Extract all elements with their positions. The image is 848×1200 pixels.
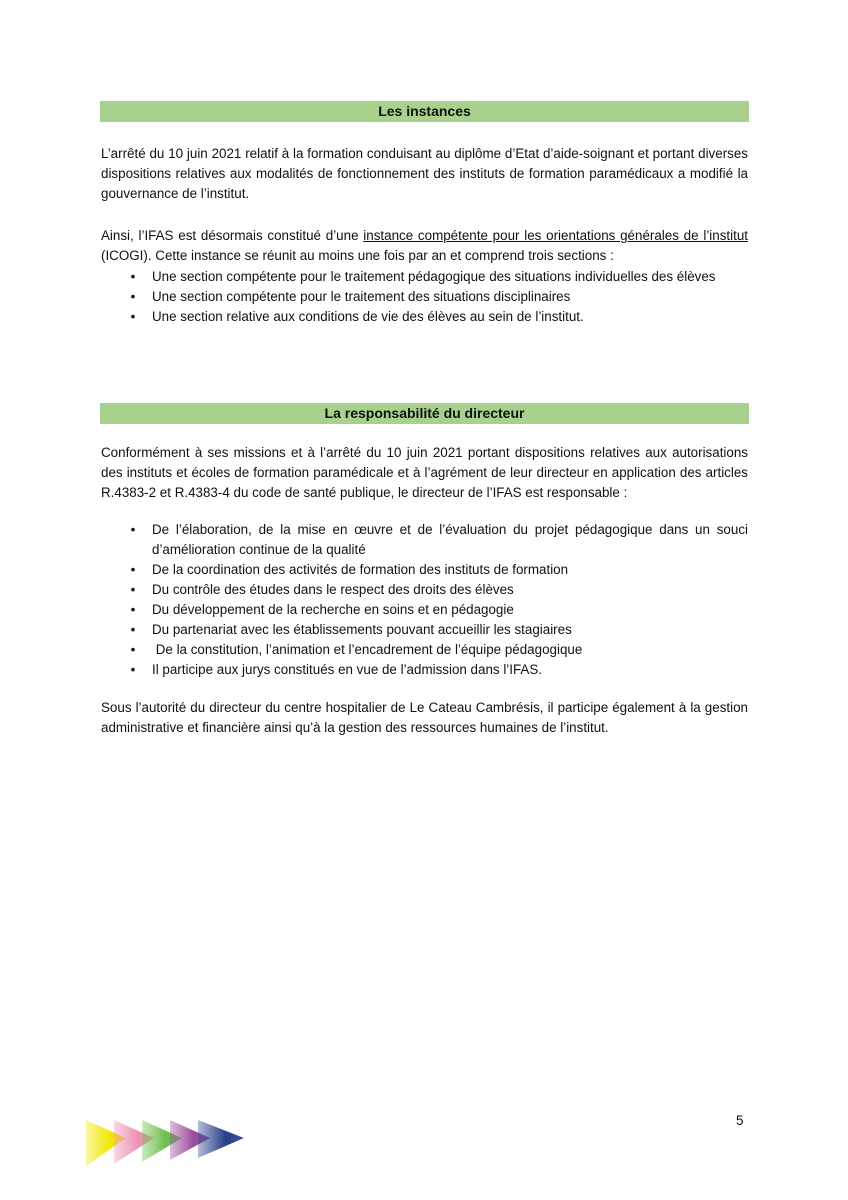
page-number: 5 xyxy=(736,1113,744,1128)
bullet-icon: • xyxy=(130,662,136,677)
list-item xyxy=(101,267,748,287)
list-item-text: Il participe aux jurys constitués en vue de l’admission dans l’IFAS. xyxy=(152,662,543,677)
responsabilites-list xyxy=(101,520,748,680)
list-item xyxy=(101,287,748,307)
bullet-icon: • xyxy=(130,622,136,637)
section-header-responsabilite xyxy=(100,403,749,424)
list-item-text: De la constitution, l’animation et l’encadrement de l’équipe pédagogique xyxy=(152,642,583,657)
list-item-text: De la coordination des activités de formation des instituts de formation xyxy=(152,562,569,577)
paragraph-arrete-gouvernance: L’arrêté du 10 juin 2021 relatif à la formation conduisant au diplôme d’Etat d’aide-soignant et portant diverses dispositions relatives aux modalités de fonctionnement des instituts de formation paramédicaux a modifié la gouvernance de l’institut. xyxy=(101,146,748,201)
section-title: La responsabilité du directeur xyxy=(324,405,525,421)
bullet-icon: • xyxy=(130,309,136,324)
list-item-text: Du développement de la recherche en soins et en pédagogie xyxy=(152,602,514,617)
bullet-icon: • xyxy=(130,602,136,617)
paragraph-autorite-directeur: Sous l’autorité du directeur du centre hospitalier de Le Cateau Cambrésis, il participe également à la gestion administrative et financière ainsi qu’à la gestion des ressources humaines de l’institut. xyxy=(101,700,748,735)
colored-arrows-logo-icon xyxy=(84,1116,249,1168)
list-item xyxy=(101,620,748,640)
bullet-icon: • xyxy=(130,522,136,537)
list-item xyxy=(101,560,748,580)
list-item xyxy=(101,600,748,620)
paragraph-text: Ainsi, l’IFAS est désormais constitué d’une xyxy=(101,228,364,243)
list-item xyxy=(101,640,748,660)
bullet-icon: • xyxy=(130,562,136,577)
paragraph-icogi xyxy=(101,226,748,266)
list-item-text: Une section compétente pour le traitement pédagogique des situations individuelles des élèves xyxy=(152,269,716,284)
bullet-icon: • xyxy=(130,642,136,657)
section-title: Les instances xyxy=(378,103,471,119)
list-item xyxy=(101,660,748,680)
section-header-instances xyxy=(100,101,749,122)
sections-list xyxy=(101,267,748,327)
bullet-icon: • xyxy=(130,289,136,304)
paragraph-text: (ICOGI). Cette instance se réunit au moins une fois par an et comprend trois sections : xyxy=(101,248,614,263)
list-item-text: Une section compétente pour le traitement des situations disciplinaires xyxy=(152,289,571,304)
paragraph-missions-directeur: Conformément à ses missions et à l’arrêté du 10 juin 2021 portant dispositions relatives aux autorisations des instituts et écoles de formation paramédicale et à l’agrément de leur directeur en application des articles R.4383-2 et R.4383-4 du code de santé publique, le directeur de l’IFAS est responsable : xyxy=(101,445,748,500)
list-item xyxy=(101,520,748,560)
bullet-icon: • xyxy=(130,269,136,284)
list-item-text: Du contrôle des études dans le respect des droits des élèves xyxy=(152,582,514,597)
bullet-icon: • xyxy=(130,582,136,597)
list-item-text: Une section relative aux conditions de vie des élèves au sein de l’institut. xyxy=(152,309,584,324)
logo-arrow xyxy=(198,1120,244,1158)
list-item-text: Du partenariat avec les établissements pouvant accueillir les stagiaires xyxy=(152,622,572,637)
list-item xyxy=(101,580,748,600)
list-item xyxy=(101,307,748,327)
list-item-text: De l’élaboration, de la mise en œuvre et de l’évaluation du projet pédagogique dans un souci d’amélioration continue de la qualité xyxy=(152,522,748,557)
underlined-phrase: instance compétente pour les orientations générales de l’institut xyxy=(363,228,748,243)
